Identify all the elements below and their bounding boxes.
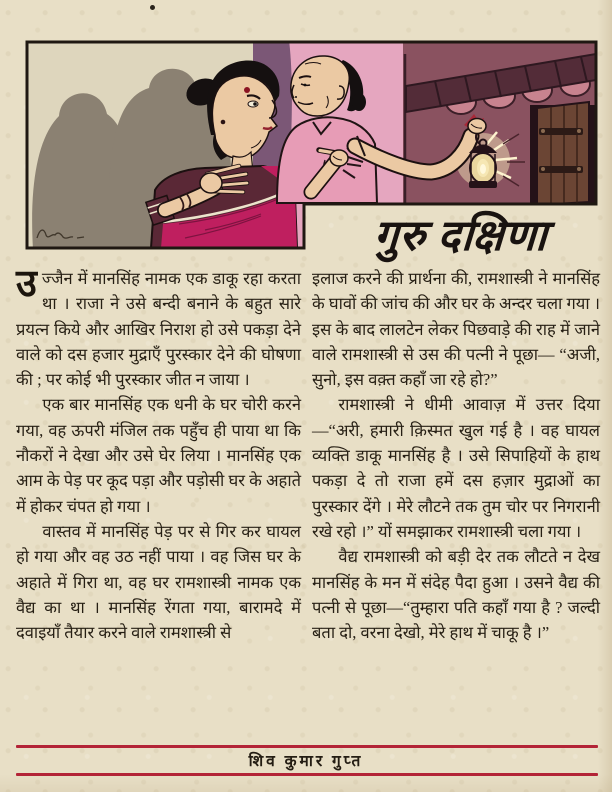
paragraph-text: ज्जैन में मानसिंह नामक एक डाकू रहा करता था । राजा ने उसे बन्दी बनाने के बहुत सारे प्रयत्न किये और आखिर निराश हो उसे पकड़ा देने वाले को दस हजार मुद्राएँ पुरस्कार देने की घोषणा की ; पर कोई भी पुरस्कार जीत न जाया ।: [16, 269, 301, 390]
footer-rule-bottom: [16, 773, 598, 776]
earring: [221, 120, 226, 125]
bindi: [244, 87, 250, 93]
page-title: गुरु दक्षिणा: [372, 212, 549, 260]
ink-speck: [150, 5, 155, 10]
paragraph: वैद्य रामशास्त्री को बड़ी देर तक लौटते न देख मानसिंह के मन में संदेह पैदा हुआ । उसने वैद्य की पत्नी से पूछा—“तुम्हारा पति कहाँ गया है ? जल्दी बता दो, वरना देखो, मेरे हाथ में चाकू है ।”: [312, 547, 600, 643]
paragraph: इलाज करने की प्रार्थना की, रामशास्त्री ने मानसिंह के घावों की जांच की और घर के अन्दर चला गया । इस के बाद लालटेन लेकर पिछवाड़े की राह में जाने वाले रामशास्त्री से उस की पत्नी ने पूछा— “अजी, सुनो, इस वक़्त कहाँ जा रहे हो?”: [312, 269, 600, 390]
left-column: [16, 263, 301, 645]
drop-cap: उ: [16, 263, 37, 305]
paragraph: वास्तव में मानसिंह पेड़ पर से गिर कर घायल हो गया और वह उठ नहीं पाया । वह जिस घर के अहाते में गिरा था, वह घर रामशास्त्री नामक एक वैद्य का था । मानसिंह रेंगता गया, बारामदे में दवाइयाँ तैयार करने वाले रामशास्त्री से: [16, 521, 301, 643]
paragraph: [16, 263, 301, 392]
paragraph: एक बार मानसिंह एक धनी के घर चोरी करने गया, वह ऊपरी मंजिल तक पहुँच ही पाया था कि नौकरों ने देखा और उसे घेर लिया । मानसिंह एक आम के पेड़ पर कूद पड़ा और पड़ोसी घर के अहाते में होकर चंपत हो गया ।: [16, 395, 301, 516]
right-column: [312, 266, 600, 645]
holding-hand: [468, 119, 486, 134]
author-name: शिव कुमार गुप्त: [248, 753, 364, 770]
footer-rule-top: [16, 745, 598, 748]
paragraph: रामशास्त्री ने धीमी आवाज़ में उत्तर दिया—“अरी, हमारी क़िस्मत खुल गई है । वह घायल व्यक्ति डाकू मानसिंह है । उसे सिपाहियों के हाथ पकड़ा दे तो राजा हमें दस हज़ार मुद्राओं का पुरस्कार देंगे । मेरे लौटने तक तुम चोर पर निगरानी रखे रहो ।” यों समझाकर रामशास्त्री चला गया ।: [312, 395, 600, 541]
door: [530, 102, 595, 205]
